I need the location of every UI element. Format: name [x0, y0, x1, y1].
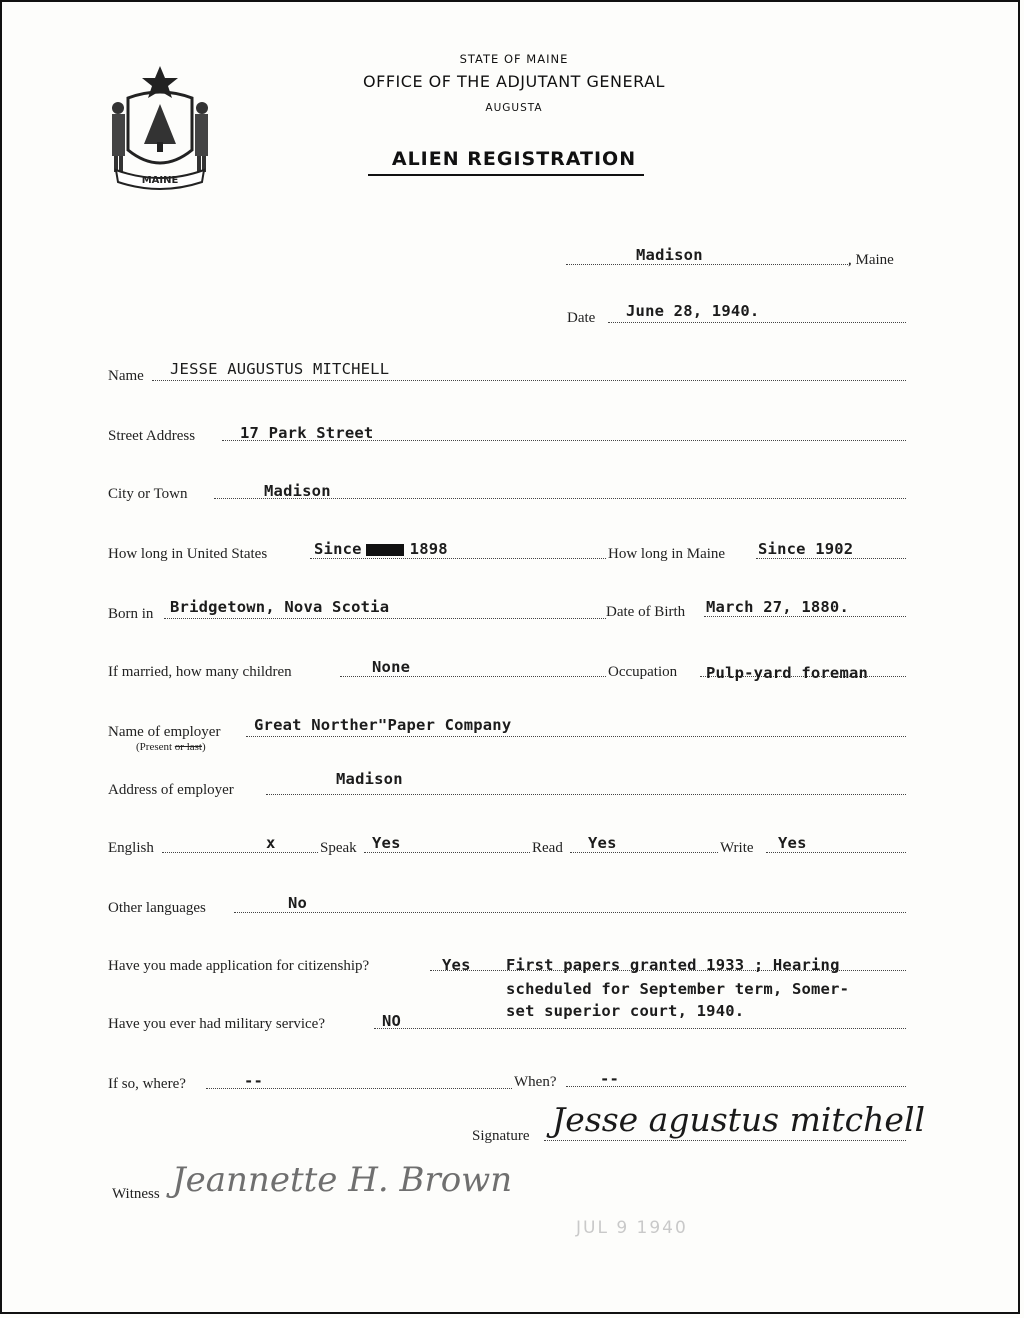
- where-value: --: [244, 1072, 264, 1090]
- birth-date-line: [704, 616, 906, 617]
- form-title: ALIEN REGISTRATION: [391, 148, 637, 170]
- read-label: Read: [532, 840, 563, 856]
- read-value: Yes: [588, 834, 617, 852]
- employer-value: Great Norther"Paper Company: [254, 716, 512, 734]
- citizenship-label: Have you made application for citizenship?: [108, 958, 370, 974]
- where-label: If so, where?: [108, 1076, 186, 1092]
- city-label: City or Town: [108, 486, 188, 502]
- speak-value: Yes: [372, 834, 401, 852]
- english-label: English: [108, 840, 154, 856]
- write-label: Write: [720, 840, 754, 856]
- us-duration-value: [314, 540, 448, 558]
- speak-label: Speak: [320, 840, 357, 856]
- place-suffix: , Maine: [848, 252, 894, 268]
- born-line: [164, 618, 606, 619]
- when-value: --: [600, 1070, 620, 1088]
- english-value: x: [266, 834, 276, 852]
- header-state: STATE OF MAINE: [459, 52, 569, 66]
- write-line: [766, 852, 906, 853]
- us-duration-line: [310, 558, 606, 559]
- born-value: Bridgetown, Nova Scotia: [170, 598, 390, 616]
- maine-duration-value: Since 1902: [758, 540, 854, 558]
- english-line: [162, 852, 318, 853]
- birth-date-value: March 27, 1880.: [706, 598, 849, 616]
- us-duration-year: 1898: [409, 540, 448, 558]
- speak-line: [364, 852, 530, 853]
- employer-address-value: Madison: [336, 770, 403, 788]
- witness-signature: Jeannette H. Brown: [172, 1160, 513, 1200]
- date-line: [608, 322, 906, 323]
- employer-line: [246, 736, 906, 737]
- seal-banner-text: MAINE: [141, 175, 179, 186]
- other-languages-value: No: [288, 894, 308, 912]
- date-value: June 28, 1940.: [626, 302, 760, 320]
- date-label: Date: [567, 310, 596, 326]
- header-city: AUGUSTA: [485, 102, 543, 114]
- other-languages-line: [234, 912, 906, 913]
- other-languages-label: Other languages: [108, 900, 206, 916]
- place-value: Madison: [636, 246, 703, 264]
- signature-line: [544, 1140, 906, 1141]
- military-value: NO: [382, 1012, 402, 1030]
- street-label: Street Address: [108, 428, 196, 444]
- witness-label: Witness: [112, 1186, 160, 1202]
- street-value: 17 Park Street: [240, 424, 374, 442]
- birth-date-label: Date of Birth: [606, 604, 686, 620]
- header-office: OFFICE OF THE ADJUTANT GENERAL: [363, 72, 665, 91]
- employer-sub-label: (Present or last): [136, 741, 206, 753]
- military-line: [374, 1028, 906, 1029]
- citizenship-note-line1: First papers granted 1933 ; Hearing: [506, 956, 840, 974]
- us-duration-label: How long in United States: [108, 546, 268, 562]
- handwritten-signature: Jesse agustus mitchell: [552, 1100, 926, 1139]
- name-label: Name: [108, 368, 144, 384]
- city-value: Madison: [264, 482, 331, 500]
- received-stamp: JUL 9 1940: [576, 1218, 688, 1238]
- children-label: If married, how many children: [108, 664, 292, 680]
- read-line: [570, 852, 718, 853]
- signature-label: Signature: [472, 1128, 530, 1144]
- employer-address-label: Address of employer: [108, 782, 234, 798]
- maine-duration-label: How long in Maine: [608, 546, 726, 562]
- military-label: Have you ever had military service?: [108, 1016, 325, 1032]
- write-value: Yes: [778, 834, 807, 852]
- employer-label: Name of employer: [108, 724, 221, 740]
- struck-or-last: or last: [174, 741, 202, 753]
- occupation-value: Pulp-yard foreman: [706, 664, 869, 682]
- place-line: [566, 264, 850, 265]
- name-line: [152, 380, 906, 381]
- title-underline: [368, 174, 644, 176]
- citizenship-value: Yes: [442, 956, 471, 974]
- when-label: When?: [514, 1074, 557, 1090]
- us-duration-prefix: Since: [314, 540, 362, 558]
- overtyped-blot: [366, 544, 404, 556]
- children-line: [340, 676, 606, 677]
- children-value: None: [372, 658, 411, 676]
- name-value: JESSE AUGUSTUS MITCHELL: [170, 360, 390, 378]
- occupation-label: Occupation: [608, 664, 678, 680]
- employer-address-line: [266, 794, 906, 795]
- citizenship-note-line3: set superior court, 1940.: [506, 1002, 745, 1020]
- born-label: Born in: [108, 606, 154, 622]
- maine-duration-line: [756, 558, 906, 559]
- citizenship-note-line2: scheduled for September term, Somer-: [506, 980, 850, 998]
